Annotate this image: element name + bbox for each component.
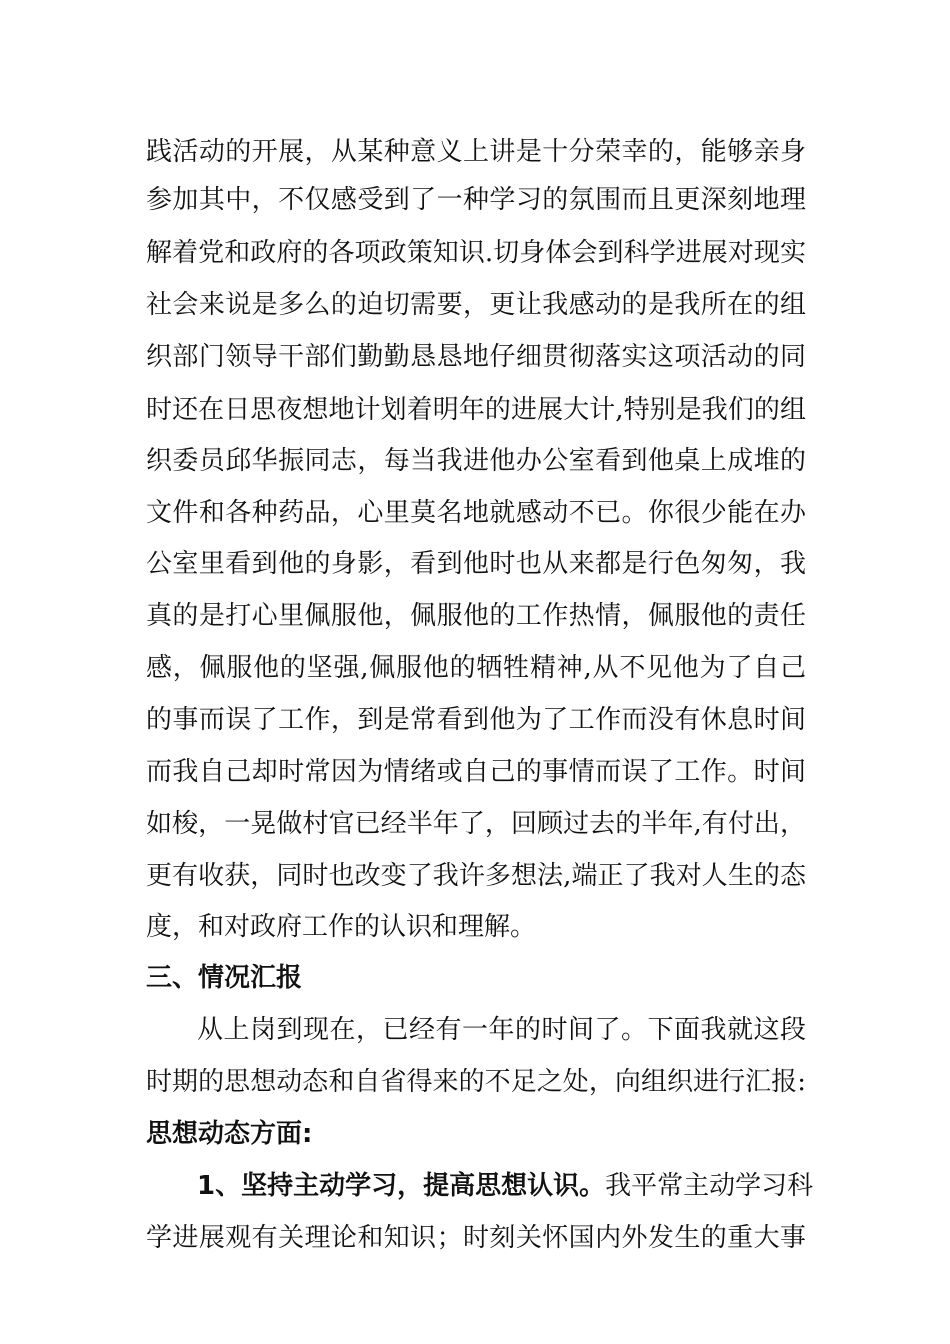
paragraph-line: 度，和对政府工作的认识和理解。: [146, 912, 537, 942]
paragraph-line: 时期的思想动态和自省得来的不足之处，向组织进行汇报:: [146, 1067, 806, 1097]
paragraph-line: 解着党和政府的各项政策知识.切身体会到科学进展对现实: [146, 238, 806, 268]
paragraph-line: 而我自己却时常因为情绪或自己的事情而误了工作。时间: [146, 757, 806, 787]
list-item-line: [197, 1166, 814, 1206]
list-item-lead: 1、坚持主动学习，提高思想认识。: [197, 1171, 606, 1201]
paragraph-line: 如梭，一晃做村官已经半年了，回顾过去的半年,有付出，: [146, 809, 806, 839]
paragraph-line: 感，佩服他的坚强,佩服他的牺牲精神,从不见他为了自己: [146, 653, 806, 683]
paragraph-line: 真的是打心里佩服他，佩服他的工作热情，佩服他的责任: [146, 601, 806, 631]
paragraph-line: 社会来说是多么的迫切需要，更让我感动的是我所在的组: [146, 290, 806, 320]
paragraph-line: 文件和各种药品，心里莫名地就感动不已。你很少能在办: [146, 498, 806, 528]
paragraph-line: 织部门领导干部们勤勤恳恳地仔细贯彻落实这项活动的同: [146, 342, 806, 372]
list-item-line: 学进展观有关理论和知识；时刻关怀国内外发生的重大事: [146, 1223, 806, 1253]
list-item-text: 我平常主动学习科: [605, 1171, 814, 1201]
paragraph-line: 的事而误了工作，到是常看到他为了工作而没有休息时间: [146, 705, 806, 735]
paragraph-line: 参加其中，不仅感受到了一种学习的氛围而且更深刻地理: [146, 185, 806, 215]
paragraph-line: 从上岗到现在，已经有一年的时间了。下面我就这段: [197, 1015, 806, 1045]
paragraph-line: 织委员邱华振同志，每当我进他办公室看到他桌上成堆的: [146, 446, 806, 476]
paragraph-line: 践活动的开展，从某种意义上讲是十分荣幸的，能够亲身: [146, 137, 806, 167]
paragraph-line: 公室里看到他的身影，看到他时也从来都是行色匆匆，我: [146, 549, 806, 579]
paragraph-line: 更有收获，同时也改变了我许多想法,端正了我对人生的态: [146, 861, 806, 891]
section-heading: 三、情况汇报: [146, 963, 303, 993]
subheading: 思想动态方面:: [146, 1119, 313, 1149]
paragraph-line: 时还在日思夜想地计划着明年的进展大计,特别是我们的组: [146, 395, 806, 425]
